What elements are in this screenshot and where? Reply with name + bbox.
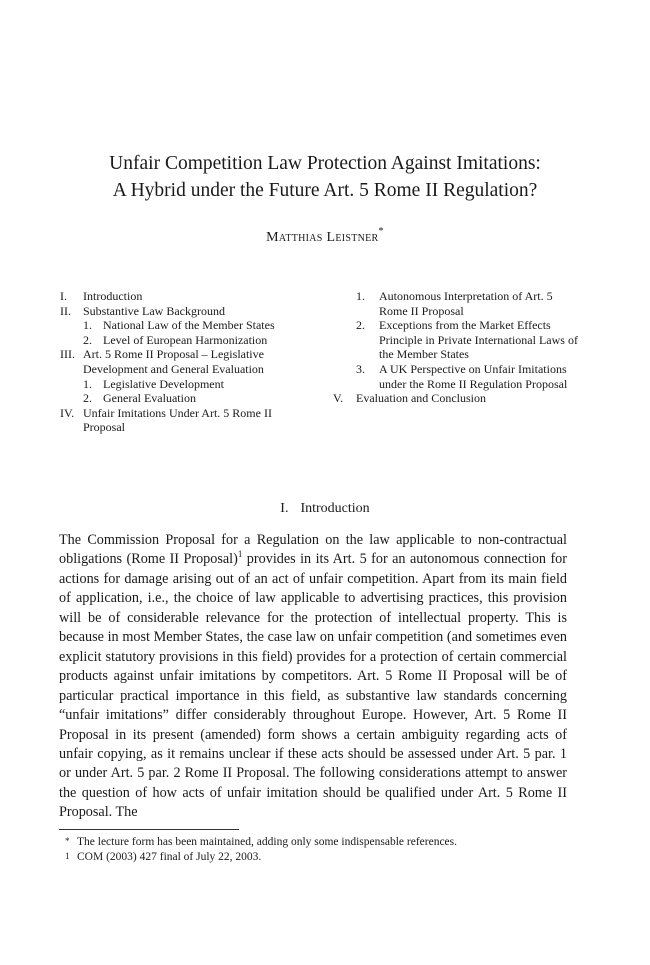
toc-entry — [60, 304, 300, 319]
toc-entry-text: Introduction — [83, 289, 143, 303]
toc-entry-text: Legislative Development — [103, 376, 224, 391]
toc-entry-number: 1. — [83, 376, 92, 391]
footnote — [65, 835, 565, 850]
footnote-mark: 1 — [65, 851, 70, 861]
toc-entry-number: IV. — [60, 405, 75, 420]
toc-entry-number: II. — [60, 303, 71, 318]
toc-entry-number: I. — [60, 289, 67, 303]
toc-entry-number: 2. — [83, 391, 92, 406]
footnote — [65, 850, 565, 865]
footnotes — [65, 835, 565, 865]
footnote-text: The lecture form has been maintained, adding only some indispensable references. — [77, 836, 457, 848]
toc-entry-text: Substantive Law Background — [83, 303, 225, 318]
toc-entry — [60, 333, 300, 348]
toc-entry-text: Unfair Imitations Under Art. 5 Rome II Proposal — [83, 405, 272, 435]
toc-entry — [60, 318, 300, 333]
body-text-part-2: provides in its Art. 5 for an autonomous connection for actions for damage arising out of an act of unfair competition. Apart from its main field of application, i.e., the choice of law applicable to advertising practices, this provision will be of considerable relevance for the protection of intellectual property. This is because in most Member States, the case law on unfair competition (and sometimes even explicit statutory provisions in this field) provides for a protection of certain commercial products against unfair imitations by competitors. Art. 5 Rome II Proposal will be of particular practical importance in this field, as substantive law standards concerning “unfair imitations” differ considerably throughout Europe. However, Art. 5 Rome II Proposal in its present (amended) form shows a certain ambiguity regarding acts of unfair copying, as it remains unclear if these acts should be assessed under Art. 5 par. 1 or under Art. 5 par. 2 Rome II Proposal. The following considerations attempt to answer the question of how acts of unfair imitation should be qualified under Art. 5 Rome II Proposal. The — [59, 551, 568, 821]
toc-entry-number: V. — [333, 391, 344, 406]
author — [0, 226, 650, 246]
toc-entry — [60, 406, 300, 435]
toc-entry — [60, 347, 300, 376]
toc-entry-number: 3. — [356, 361, 365, 376]
toc-entry-text: A UK Perspective on Unfair Imitations under the Rome II Regulation Proposal — [379, 361, 568, 391]
toc-entry-text: Exceptions from the Market Effects Principle in Private International Laws of the Member States — [379, 318, 578, 362]
toc-entry-text: Art. 5 Rome II Proposal – Legislative Development and General Evaluation — [83, 347, 264, 376]
toc-entry — [60, 289, 300, 304]
toc-entry — [60, 391, 300, 406]
paper-title — [0, 150, 650, 204]
section-title: Introduction — [300, 501, 370, 516]
toc-entry-text: General Evaluation — [103, 391, 196, 406]
title-line-1: Unfair Competition Law Protection Against Imitations: — [109, 153, 541, 174]
toc-entry-number: 2. — [356, 318, 365, 333]
title-line-2: A Hybrid under the Future Art. 5 Rome II Regulation? — [112, 180, 538, 201]
toc-entry-text: Autonomous Interpretation of Art. 5 Rome II Proposal — [379, 289, 553, 318]
toc-entry-text: Evaluation and Conclusion — [356, 391, 486, 406]
author-footnote-mark: * — [378, 226, 384, 237]
toc-entry — [333, 362, 578, 391]
author-name: Matthias Leistner — [266, 230, 379, 245]
toc-entry-text: National Law of the Member States — [103, 318, 275, 333]
section-heading — [0, 501, 650, 517]
toc-entry — [333, 318, 578, 362]
toc-entry — [333, 289, 578, 318]
toc-entry-number: 1. — [83, 318, 92, 333]
footnote-text: COM (2003) 427 final of July 22, 2003. — [77, 851, 262, 863]
footnote-reference-1: 1 — [237, 549, 243, 560]
footnote-mark: * — [65, 836, 70, 846]
toc-entry — [60, 377, 300, 392]
section-number: I. — [280, 501, 289, 516]
toc-entry-number: III. — [60, 347, 75, 362]
body-paragraph — [59, 531, 567, 823]
toc-entry-text: Level of European Harmonization — [103, 332, 268, 347]
footnote-divider — [59, 829, 239, 830]
toc-entry-number: 1. — [356, 289, 365, 303]
table-of-contents-right — [333, 289, 578, 406]
body-text-part-1: The Commission Proposal for a Regulation on the law applicable to non-contractual obligations (Rome II Proposal) — [59, 532, 567, 568]
table-of-contents-left — [60, 289, 300, 435]
toc-entry — [333, 391, 578, 406]
toc-entry-number: 2. — [83, 332, 92, 347]
